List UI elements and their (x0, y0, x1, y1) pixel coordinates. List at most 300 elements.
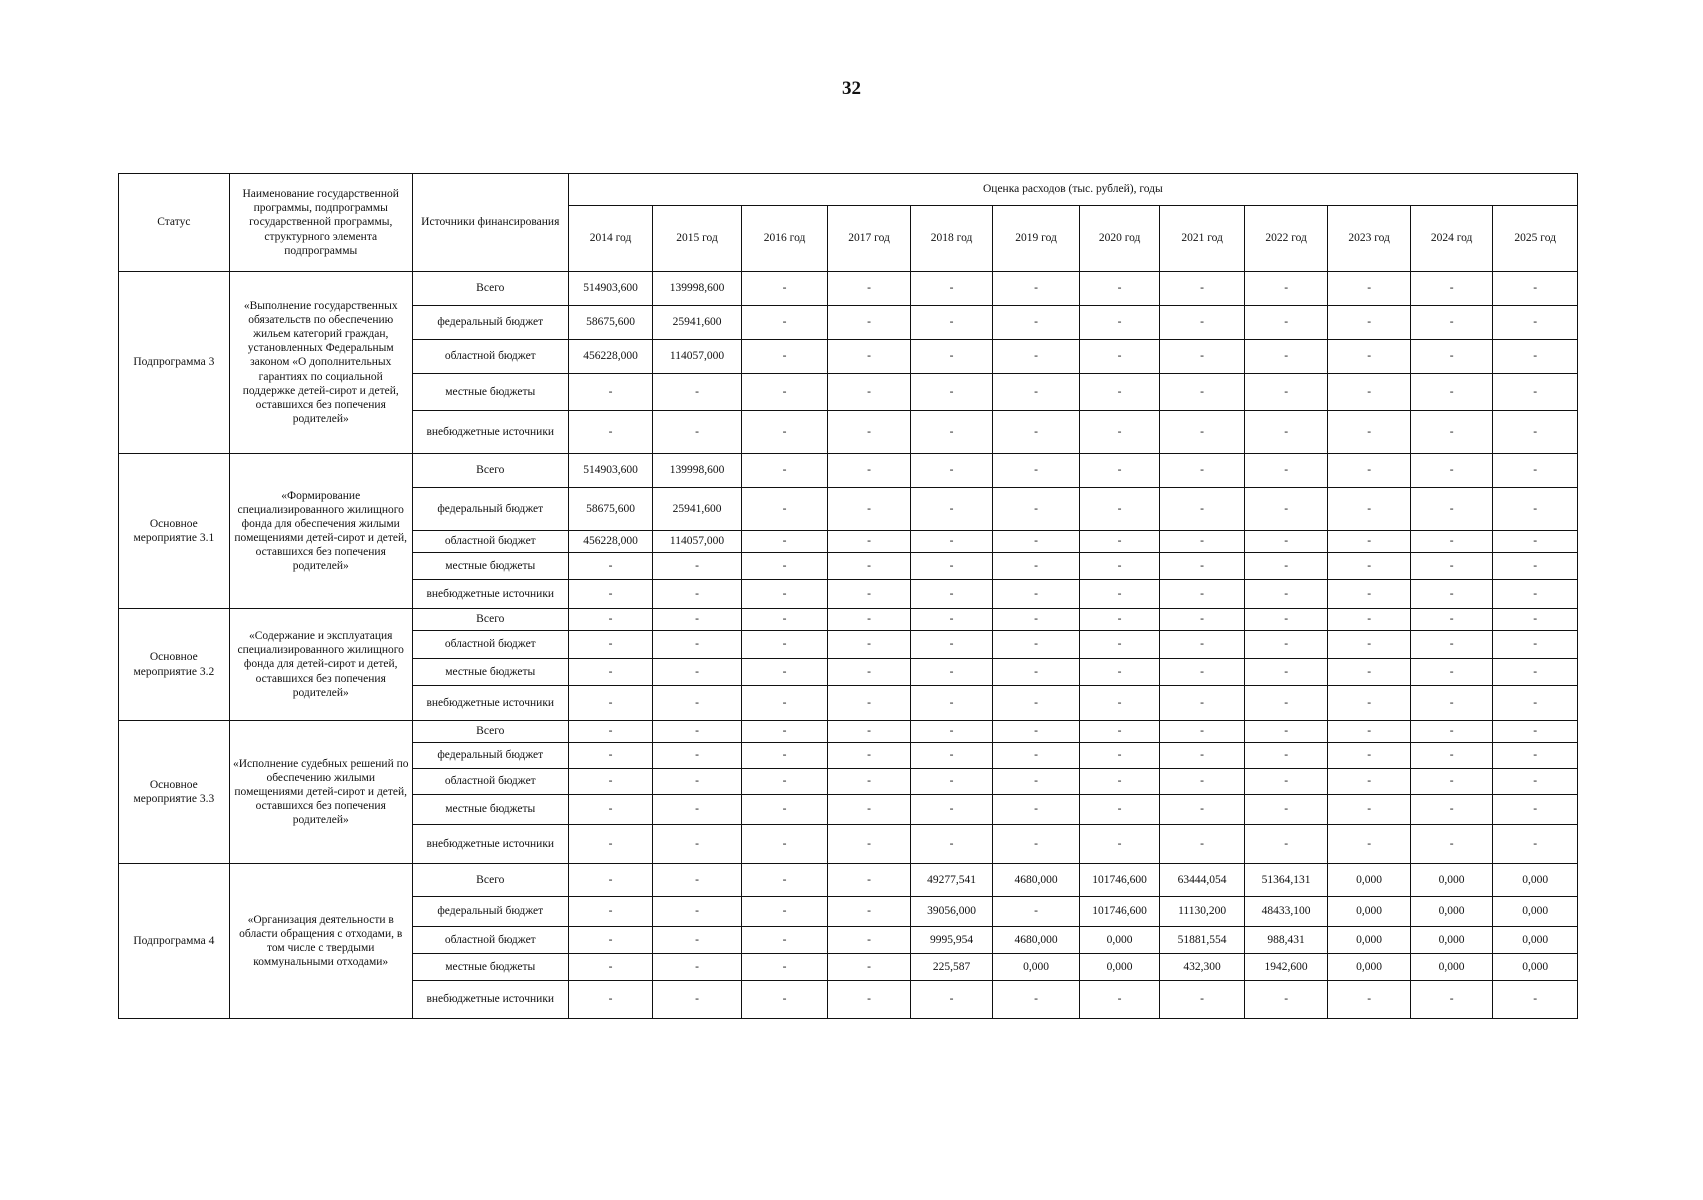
value-cell: - (741, 374, 828, 411)
value-cell: - (910, 306, 993, 340)
value-cell: - (993, 825, 1080, 864)
value-cell: - (653, 864, 742, 897)
value-cell: - (568, 659, 653, 686)
source-cell: федеральный бюджет (412, 897, 568, 927)
value-cell: - (828, 954, 911, 981)
value-cell: - (568, 580, 653, 609)
value-cell: - (910, 411, 993, 454)
table-row (119, 272, 1578, 306)
value-cell: - (910, 580, 993, 609)
value-cell: - (1079, 825, 1159, 864)
value-cell: - (828, 897, 911, 927)
value-cell: - (741, 306, 828, 340)
status-cell: Основное мероприятие 3.2 (119, 609, 230, 721)
value-cell: - (993, 795, 1080, 825)
source-cell: местные бюджеты (412, 553, 568, 580)
value-cell: - (568, 897, 653, 927)
source-cell: Всего (412, 609, 568, 631)
value-cell: - (1493, 609, 1578, 631)
table-row (119, 609, 1578, 631)
value-cell: - (1160, 374, 1245, 411)
source-cell: внебюджетные источники (412, 411, 568, 454)
value-cell: 25941,600 (653, 306, 742, 340)
value-cell: 0,000 (1410, 927, 1493, 954)
value-cell: - (1244, 553, 1328, 580)
value-cell: - (910, 340, 993, 374)
value-cell: - (1244, 659, 1328, 686)
value-cell: 139998,600 (653, 272, 742, 306)
value-cell: - (1328, 659, 1411, 686)
value-cell: 0,000 (1328, 897, 1411, 927)
value-cell: - (1328, 721, 1411, 743)
value-cell: - (1244, 825, 1328, 864)
value-cell: - (828, 411, 911, 454)
value-cell: - (741, 721, 828, 743)
value-cell: - (1410, 825, 1493, 864)
value-cell: 0,000 (993, 954, 1080, 981)
value-cell: 0,000 (1410, 954, 1493, 981)
value-cell: - (1244, 981, 1328, 1019)
value-cell: - (741, 659, 828, 686)
value-cell: - (1160, 272, 1245, 306)
value-cell: - (993, 721, 1080, 743)
value-cell: - (1328, 531, 1411, 553)
value-cell: - (1079, 306, 1159, 340)
source-cell: местные бюджеты (412, 374, 568, 411)
value-cell: - (910, 631, 993, 659)
value-cell: - (1160, 454, 1245, 488)
value-cell: - (1493, 488, 1578, 531)
value-cell: - (910, 488, 993, 531)
value-cell: - (653, 795, 742, 825)
value-cell: - (741, 686, 828, 721)
value-cell: - (1493, 721, 1578, 743)
value-cell: - (1244, 609, 1328, 631)
source-cell: местные бюджеты (412, 795, 568, 825)
value-cell: - (1410, 531, 1493, 553)
value-cell: - (1493, 631, 1578, 659)
value-cell: - (910, 659, 993, 686)
value-cell: - (653, 825, 742, 864)
value-cell: - (1328, 488, 1411, 531)
value-cell: 4680,000 (993, 864, 1080, 897)
value-cell: - (1493, 306, 1578, 340)
value-cell: - (828, 795, 911, 825)
value-cell: - (910, 981, 993, 1019)
value-cell: 1942,600 (1244, 954, 1328, 981)
value-cell: - (993, 411, 1080, 454)
value-cell: - (1410, 743, 1493, 769)
value-cell: - (568, 795, 653, 825)
source-cell: областной бюджет (412, 769, 568, 795)
value-cell: - (828, 531, 911, 553)
value-cell: - (1493, 272, 1578, 306)
value-cell: - (1244, 686, 1328, 721)
value-cell: 0,000 (1493, 954, 1578, 981)
value-cell: - (1493, 553, 1578, 580)
value-cell: - (1160, 580, 1245, 609)
program-name-cell: «Организация деятельности в области обращения с отходами, в том числе с твердыми коммунальными отходами» (229, 864, 412, 1019)
value-cell: - (568, 411, 653, 454)
value-cell: - (1410, 631, 1493, 659)
value-cell: 9995,954 (910, 927, 993, 954)
value-cell: - (1160, 411, 1245, 454)
page-number: 32 (842, 78, 861, 99)
value-cell: - (828, 981, 911, 1019)
value-cell: - (1328, 454, 1411, 488)
value-cell: - (1079, 531, 1159, 553)
value-cell: - (828, 374, 911, 411)
value-cell: - (568, 927, 653, 954)
value-cell: - (1160, 306, 1245, 340)
value-cell: 39056,000 (910, 897, 993, 927)
value-cell: - (993, 272, 1080, 306)
value-cell: - (1079, 580, 1159, 609)
value-cell: - (1410, 374, 1493, 411)
value-cell: 988,431 (1244, 927, 1328, 954)
value-cell: - (910, 743, 993, 769)
value-cell: - (1410, 769, 1493, 795)
value-cell: - (1244, 721, 1328, 743)
value-cell: 63444,054 (1160, 864, 1245, 897)
value-cell: 0,000 (1493, 897, 1578, 927)
value-cell: - (741, 981, 828, 1019)
source-cell: внебюджетные источники (412, 981, 568, 1019)
value-cell: - (568, 864, 653, 897)
source-cell: федеральный бюджет (412, 488, 568, 531)
value-cell: 4680,000 (993, 927, 1080, 954)
value-cell: - (741, 864, 828, 897)
value-cell: - (1493, 374, 1578, 411)
value-cell: - (993, 743, 1080, 769)
value-cell: - (993, 340, 1080, 374)
value-cell: - (993, 531, 1080, 553)
source-cell: федеральный бюджет (412, 743, 568, 769)
source-cell: Всего (412, 864, 568, 897)
value-cell: - (1328, 609, 1411, 631)
header-status: Статус (119, 174, 230, 272)
value-cell: - (741, 272, 828, 306)
value-cell: - (1493, 531, 1578, 553)
value-cell: - (653, 743, 742, 769)
value-cell: - (1079, 721, 1159, 743)
header-estimate: Оценка расходов (тыс. рублей), годы (568, 174, 1577, 206)
value-cell: - (828, 454, 911, 488)
value-cell: - (1079, 686, 1159, 721)
header-row (119, 174, 1578, 206)
value-cell: - (653, 580, 742, 609)
source-cell: местные бюджеты (412, 659, 568, 686)
value-cell: - (1244, 769, 1328, 795)
value-cell: - (741, 553, 828, 580)
value-cell: - (828, 272, 911, 306)
value-cell: 514903,600 (568, 454, 653, 488)
budget-table (118, 173, 1578, 1019)
value-cell: 58675,600 (568, 306, 653, 340)
source-cell: Всего (412, 272, 568, 306)
value-cell: - (993, 580, 1080, 609)
value-cell: 0,000 (1493, 864, 1578, 897)
value-cell: - (1328, 340, 1411, 374)
value-cell: - (653, 631, 742, 659)
value-cell: 11130,200 (1160, 897, 1245, 927)
value-cell: - (653, 721, 742, 743)
value-cell: - (1410, 454, 1493, 488)
value-cell: - (1160, 721, 1245, 743)
value-cell: - (1493, 825, 1578, 864)
value-cell: - (741, 340, 828, 374)
value-cell: - (1493, 769, 1578, 795)
value-cell: - (1244, 488, 1328, 531)
value-cell: - (1410, 553, 1493, 580)
value-cell: - (1244, 743, 1328, 769)
value-cell: - (993, 659, 1080, 686)
value-cell: - (910, 609, 993, 631)
program-name-cell: «Исполнение судебных решений по обеспечению жилыми помещениями детей-сирот и детей, оставшихся без попечения родителей» (229, 721, 412, 864)
value-cell: 432,300 (1160, 954, 1245, 981)
value-cell: - (741, 769, 828, 795)
header-year: 2024 год (1410, 206, 1493, 272)
header-sources: Источники финансирования (412, 174, 568, 272)
value-cell: 58675,600 (568, 488, 653, 531)
value-cell: 51881,554 (1160, 927, 1245, 954)
source-cell: областной бюджет (412, 340, 568, 374)
source-cell: внебюджетные источники (412, 580, 568, 609)
value-cell: 514903,600 (568, 272, 653, 306)
value-cell: - (1410, 411, 1493, 454)
value-cell: 101746,600 (1079, 864, 1159, 897)
value-cell: - (568, 686, 653, 721)
value-cell: - (568, 374, 653, 411)
value-cell: - (1328, 981, 1411, 1019)
value-cell: 114057,000 (653, 340, 742, 374)
source-cell: Всего (412, 721, 568, 743)
source-cell: внебюджетные источники (412, 686, 568, 721)
value-cell: - (741, 631, 828, 659)
value-cell: - (1160, 769, 1245, 795)
value-cell: - (653, 553, 742, 580)
value-cell: - (1160, 686, 1245, 721)
value-cell: - (741, 454, 828, 488)
value-cell: - (828, 927, 911, 954)
value-cell: - (653, 897, 742, 927)
value-cell: - (1328, 795, 1411, 825)
value-cell: - (828, 580, 911, 609)
value-cell: - (741, 927, 828, 954)
value-cell: - (741, 743, 828, 769)
value-cell: - (1410, 306, 1493, 340)
header-year: 2014 год (568, 206, 653, 272)
value-cell: - (993, 454, 1080, 488)
value-cell: - (653, 609, 742, 631)
value-cell: - (1079, 631, 1159, 659)
value-cell: 0,000 (1328, 927, 1411, 954)
value-cell: - (741, 825, 828, 864)
value-cell: 0,000 (1328, 864, 1411, 897)
value-cell: - (828, 609, 911, 631)
value-cell: - (828, 769, 911, 795)
value-cell: - (1493, 795, 1578, 825)
value-cell: - (993, 631, 1080, 659)
value-cell: 139998,600 (653, 454, 742, 488)
program-name-cell: «Формирование специализированного жилищного фонда для обеспечения жилыми помещениями детей-сирот и детей, оставшихся без попечения родителей» (229, 454, 412, 609)
value-cell: - (1244, 531, 1328, 553)
value-cell: - (1493, 340, 1578, 374)
value-cell: 51364,131 (1244, 864, 1328, 897)
value-cell: - (1410, 340, 1493, 374)
value-cell: - (1160, 659, 1245, 686)
value-cell: - (993, 609, 1080, 631)
value-cell: - (1493, 454, 1578, 488)
source-cell: Всего (412, 454, 568, 488)
value-cell: - (1410, 580, 1493, 609)
value-cell: - (653, 411, 742, 454)
value-cell: - (1410, 659, 1493, 686)
value-cell: - (1410, 488, 1493, 531)
value-cell: - (1493, 981, 1578, 1019)
value-cell: - (1160, 981, 1245, 1019)
value-cell: - (993, 374, 1080, 411)
value-cell: - (910, 686, 993, 721)
value-cell: - (1328, 580, 1411, 609)
value-cell: - (568, 825, 653, 864)
source-cell: областной бюджет (412, 531, 568, 553)
header-year: 2025 год (1493, 206, 1578, 272)
value-cell: - (1160, 795, 1245, 825)
value-cell: - (1244, 340, 1328, 374)
value-cell: - (1079, 609, 1159, 631)
value-cell: - (653, 981, 742, 1019)
value-cell: - (568, 769, 653, 795)
value-cell: - (568, 743, 653, 769)
value-cell: - (828, 631, 911, 659)
value-cell: - (828, 686, 911, 721)
value-cell: - (653, 374, 742, 411)
value-cell: - (910, 531, 993, 553)
value-cell: - (910, 825, 993, 864)
table-row (119, 721, 1578, 743)
program-name-cell: «Содержание и эксплуатация специализированного жилищного фонда для детей-сирот и детей, оставшихся без попечения родителей» (229, 609, 412, 721)
value-cell: - (568, 954, 653, 981)
value-cell: - (828, 864, 911, 897)
value-cell: - (653, 769, 742, 795)
value-cell: - (741, 954, 828, 981)
status-cell: Основное мероприятие 3.3 (119, 721, 230, 864)
value-cell: - (1160, 340, 1245, 374)
value-cell: - (1079, 488, 1159, 531)
value-cell: - (993, 306, 1080, 340)
value-cell: - (828, 306, 911, 340)
value-cell: 0,000 (1410, 864, 1493, 897)
value-cell: - (828, 721, 911, 743)
value-cell: - (653, 686, 742, 721)
value-cell: - (1244, 580, 1328, 609)
value-cell: - (741, 795, 828, 825)
status-cell: Подпрограмма 3 (119, 272, 230, 454)
value-cell: - (1410, 609, 1493, 631)
value-cell: - (1328, 825, 1411, 864)
value-cell: - (1328, 306, 1411, 340)
value-cell: - (741, 531, 828, 553)
status-cell: Подпрограмма 4 (119, 864, 230, 1019)
value-cell: 456228,000 (568, 340, 653, 374)
value-cell: - (1079, 795, 1159, 825)
value-cell: 0,000 (1493, 927, 1578, 954)
value-cell: - (1493, 659, 1578, 686)
value-cell: 0,000 (1079, 954, 1159, 981)
value-cell: - (1160, 825, 1245, 864)
value-cell: 49277,541 (910, 864, 993, 897)
value-cell: - (1493, 580, 1578, 609)
value-cell: - (1493, 411, 1578, 454)
value-cell: - (1328, 272, 1411, 306)
value-cell: - (1160, 488, 1245, 531)
value-cell: - (1079, 769, 1159, 795)
value-cell: - (1328, 686, 1411, 721)
value-cell: - (1079, 340, 1159, 374)
value-cell: - (910, 721, 993, 743)
value-cell: - (568, 721, 653, 743)
value-cell: - (1079, 272, 1159, 306)
value-cell: - (568, 553, 653, 580)
value-cell: - (1244, 374, 1328, 411)
value-cell: - (1079, 374, 1159, 411)
value-cell: - (568, 609, 653, 631)
value-cell: - (1410, 272, 1493, 306)
value-cell: - (653, 954, 742, 981)
value-cell: - (993, 553, 1080, 580)
source-cell: областной бюджет (412, 927, 568, 954)
value-cell: - (1410, 686, 1493, 721)
header-year: 2015 год (653, 206, 742, 272)
value-cell: - (1079, 981, 1159, 1019)
value-cell: - (828, 659, 911, 686)
value-cell: 0,000 (1079, 927, 1159, 954)
source-cell: областной бюджет (412, 631, 568, 659)
value-cell: - (1160, 609, 1245, 631)
program-name-cell: «Выполнение государственных обязательств по обеспечению жильем категорий граждан, установленных Федеральным законом «О дополнительных гарантиях по социальной поддержке детей-сирот и детей, оставшихся без попечения родителей» (229, 272, 412, 454)
source-cell: федеральный бюджет (412, 306, 568, 340)
value-cell: - (1244, 306, 1328, 340)
value-cell: - (910, 769, 993, 795)
value-cell: 456228,000 (568, 531, 653, 553)
value-cell: - (1244, 454, 1328, 488)
value-cell: 114057,000 (653, 531, 742, 553)
value-cell: 48433,100 (1244, 897, 1328, 927)
value-cell: - (828, 340, 911, 374)
value-cell: - (653, 927, 742, 954)
value-cell: - (910, 272, 993, 306)
value-cell: - (568, 981, 653, 1019)
value-cell: - (1244, 411, 1328, 454)
value-cell: - (993, 686, 1080, 721)
header-year: 2016 год (741, 206, 828, 272)
header-name: Наименование государственной программы, подпрограммы государственной программы, структурного элемента подпрограммы (229, 174, 412, 272)
value-cell: - (1079, 659, 1159, 686)
value-cell: - (1079, 454, 1159, 488)
source-cell: местные бюджеты (412, 954, 568, 981)
header-year: 2022 год (1244, 206, 1328, 272)
header-year: 2018 год (910, 206, 993, 272)
value-cell: - (1328, 553, 1411, 580)
value-cell: - (741, 580, 828, 609)
value-cell: - (1410, 721, 1493, 743)
value-cell: - (568, 631, 653, 659)
value-cell: - (1328, 631, 1411, 659)
value-cell: - (1328, 743, 1411, 769)
value-cell: - (910, 454, 993, 488)
table-row (119, 454, 1578, 488)
